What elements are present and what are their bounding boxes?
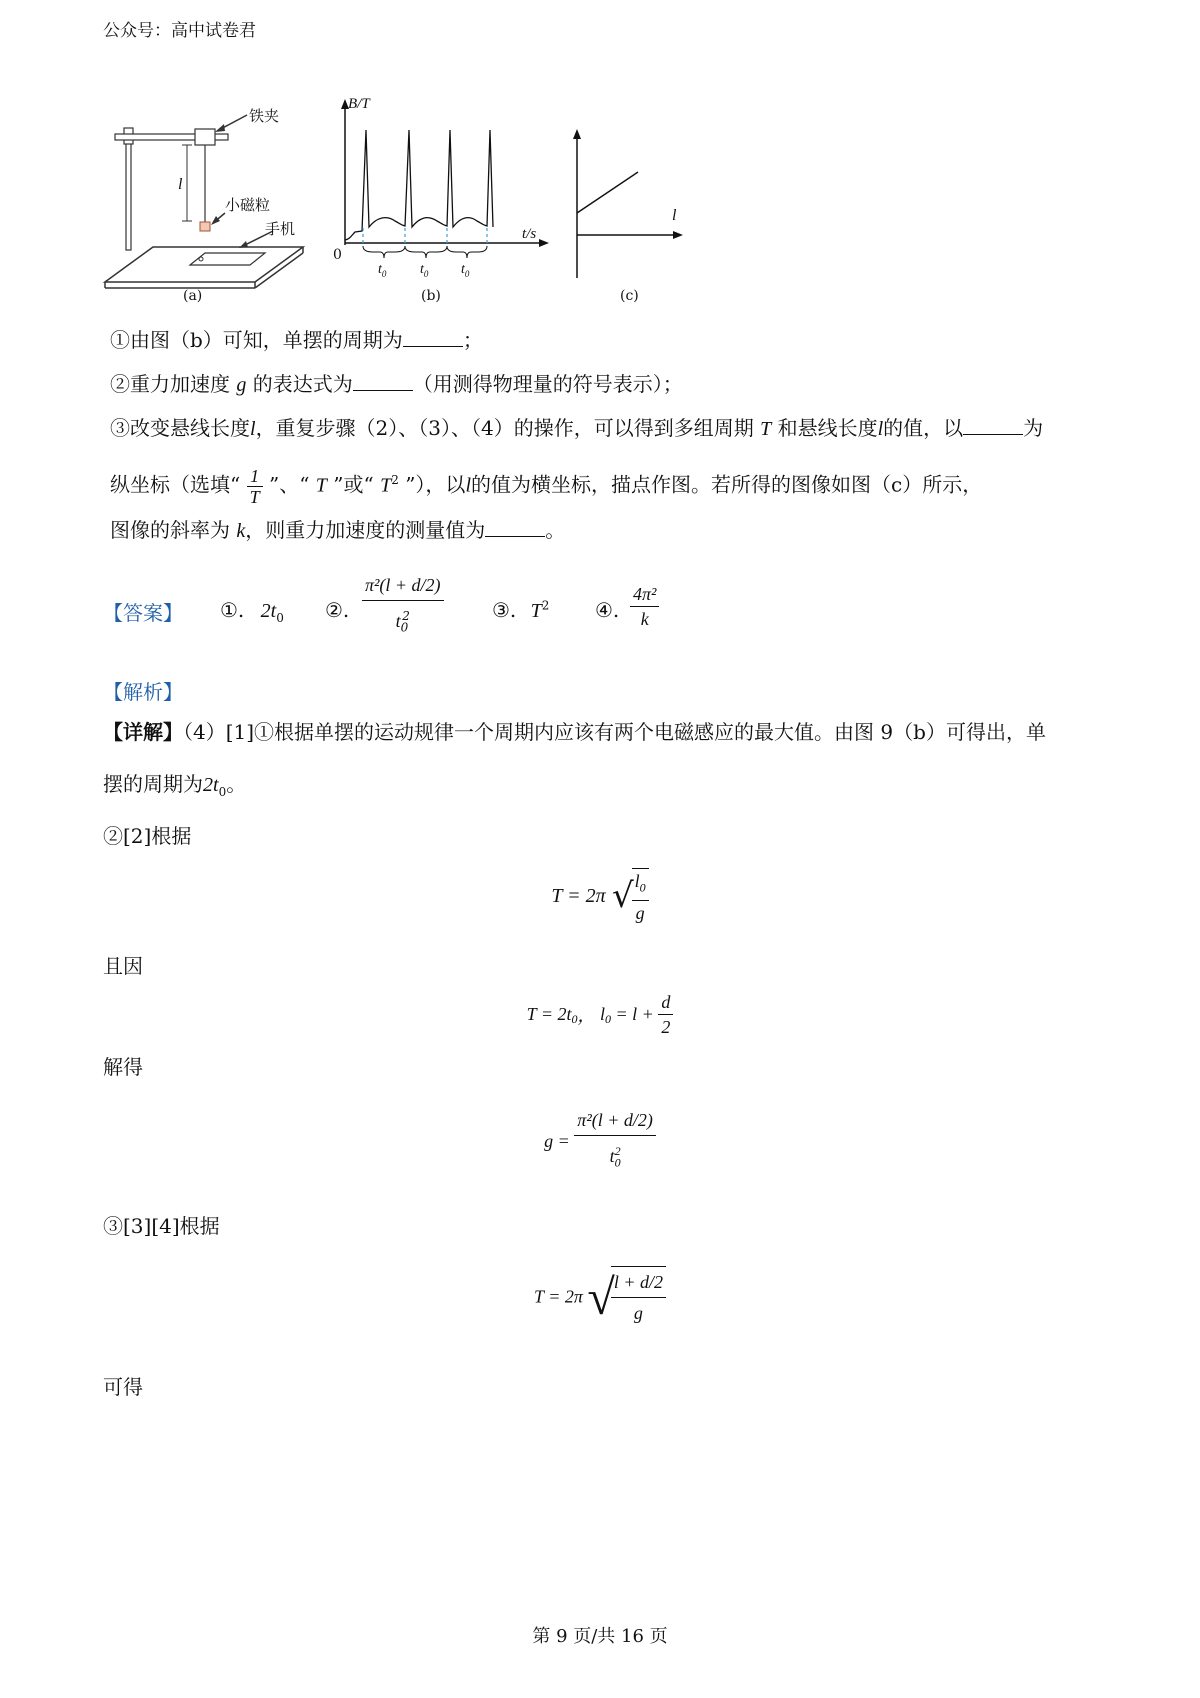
equation-3: g = $\frac{\text{π²(l + d/2)}}{t_0^2}$ — [0, 1105, 1200, 1178]
analysis-step-4: 解得 — [103, 1055, 143, 1079]
figure-b-interval-3: $t_0$ — [461, 262, 470, 279]
figure-a-clamp-label: 铁夹 — [249, 107, 280, 125]
analysis-label: 【解析】 — [103, 680, 183, 704]
figure-c-linear-graph — [565, 125, 695, 285]
answer-blank-2 — [353, 372, 413, 391]
detail-line-1: 【详解】（4）[1]①根据单摆的运动规律一个周期内应该有两个电磁感应的最大值。由图 9（b）可得出，单 — [103, 720, 1046, 744]
analysis-step-6: 可得 — [103, 1375, 143, 1399]
answer-4-fraction: $\frac{\text{4π²}}{k}$ — [630, 582, 659, 631]
header-source: 公众号：高中试卷君 — [103, 21, 256, 41]
answer-blank-1 — [403, 328, 463, 347]
figure-b-caption: (b) — [421, 288, 441, 304]
question-3-line-3: 图像的斜率为 k，则重力加速度的测量值为 。 — [110, 518, 566, 542]
figure-a-apparatus — [95, 95, 315, 310]
figure-c-x-axis-label: l — [672, 207, 677, 224]
figure-a-caption: (a) — [183, 288, 203, 304]
answer-label: 【答案】 — [103, 601, 183, 625]
answer-blank-3 — [963, 416, 1023, 435]
question-3-line-2: 纵坐标（选填“ $\frac{1}{T}$ ”、“ T ”或“ $T^2$ ”），以l的值为横坐标，描点作图。若所得的图像如图（c）所示， — [110, 465, 983, 507]
figure-b-interval-1: $t_0$ — [378, 262, 387, 279]
figure-b-x-axis-label: t/s — [522, 226, 537, 242]
answer-1: ①. $2t_0$ — [220, 598, 284, 625]
analysis-step-2: ②[2]根据 — [103, 824, 192, 848]
figure-a-phone-label: 手机 — [265, 220, 296, 238]
figure-b-signal-graph — [325, 95, 555, 290]
figure-a-length-label: l — [178, 176, 183, 193]
equation-2: $T = 2t_0$， $l_0 = l$ + $\frac{d}{2}$ — [0, 990, 1200, 1039]
question-1: ①由图（b）可知，单摆的周期为 ； — [110, 328, 483, 352]
option-fraction: $\frac{1}{T}$ — [247, 466, 263, 507]
answer-4-index: ④. — [595, 598, 620, 622]
equation-4: T = 2π √ $\frac{l + d/2}{g}$ — [0, 1262, 1200, 1332]
analysis-step-3: 且因 — [103, 954, 143, 978]
figure-b-interval-2: $t_0$ — [420, 262, 429, 279]
figure-a-magnet-label: 小磁粒 — [225, 196, 271, 214]
figure-c-caption: (c) — [620, 288, 639, 304]
answer-3: ③. $T^2$ — [492, 598, 550, 622]
answer-2-fraction: $\frac{\text{π²(l + d/2)}}{t_0^2}$ — [362, 570, 444, 643]
detail-line-2: 摆的周期为$2t_0$。 — [103, 772, 247, 799]
figure-b-origin: 0 — [333, 247, 342, 263]
answer-2-index: ②. — [325, 598, 350, 622]
answer-blank-4 — [485, 518, 545, 537]
question-3-line-1: ③改变悬线长度l，重复步骤（2）、（3）、（4）的操作，可以得到多组周期 T 和悬线长度l的值，以 为 — [110, 416, 1044, 440]
question-2: ②重力加速度 g 的表达式为 （用测得物理量的符号表示）； — [110, 372, 683, 396]
page-footer: 第 9 页/共 16 页 — [532, 1626, 668, 1647]
equation-1: T = 2π √ $\frac{l_0}{g}$ — [0, 868, 1200, 925]
figure-b-y-axis-label: B/T — [348, 96, 370, 112]
analysis-step-5: ③[3][4]根据 — [103, 1214, 220, 1238]
